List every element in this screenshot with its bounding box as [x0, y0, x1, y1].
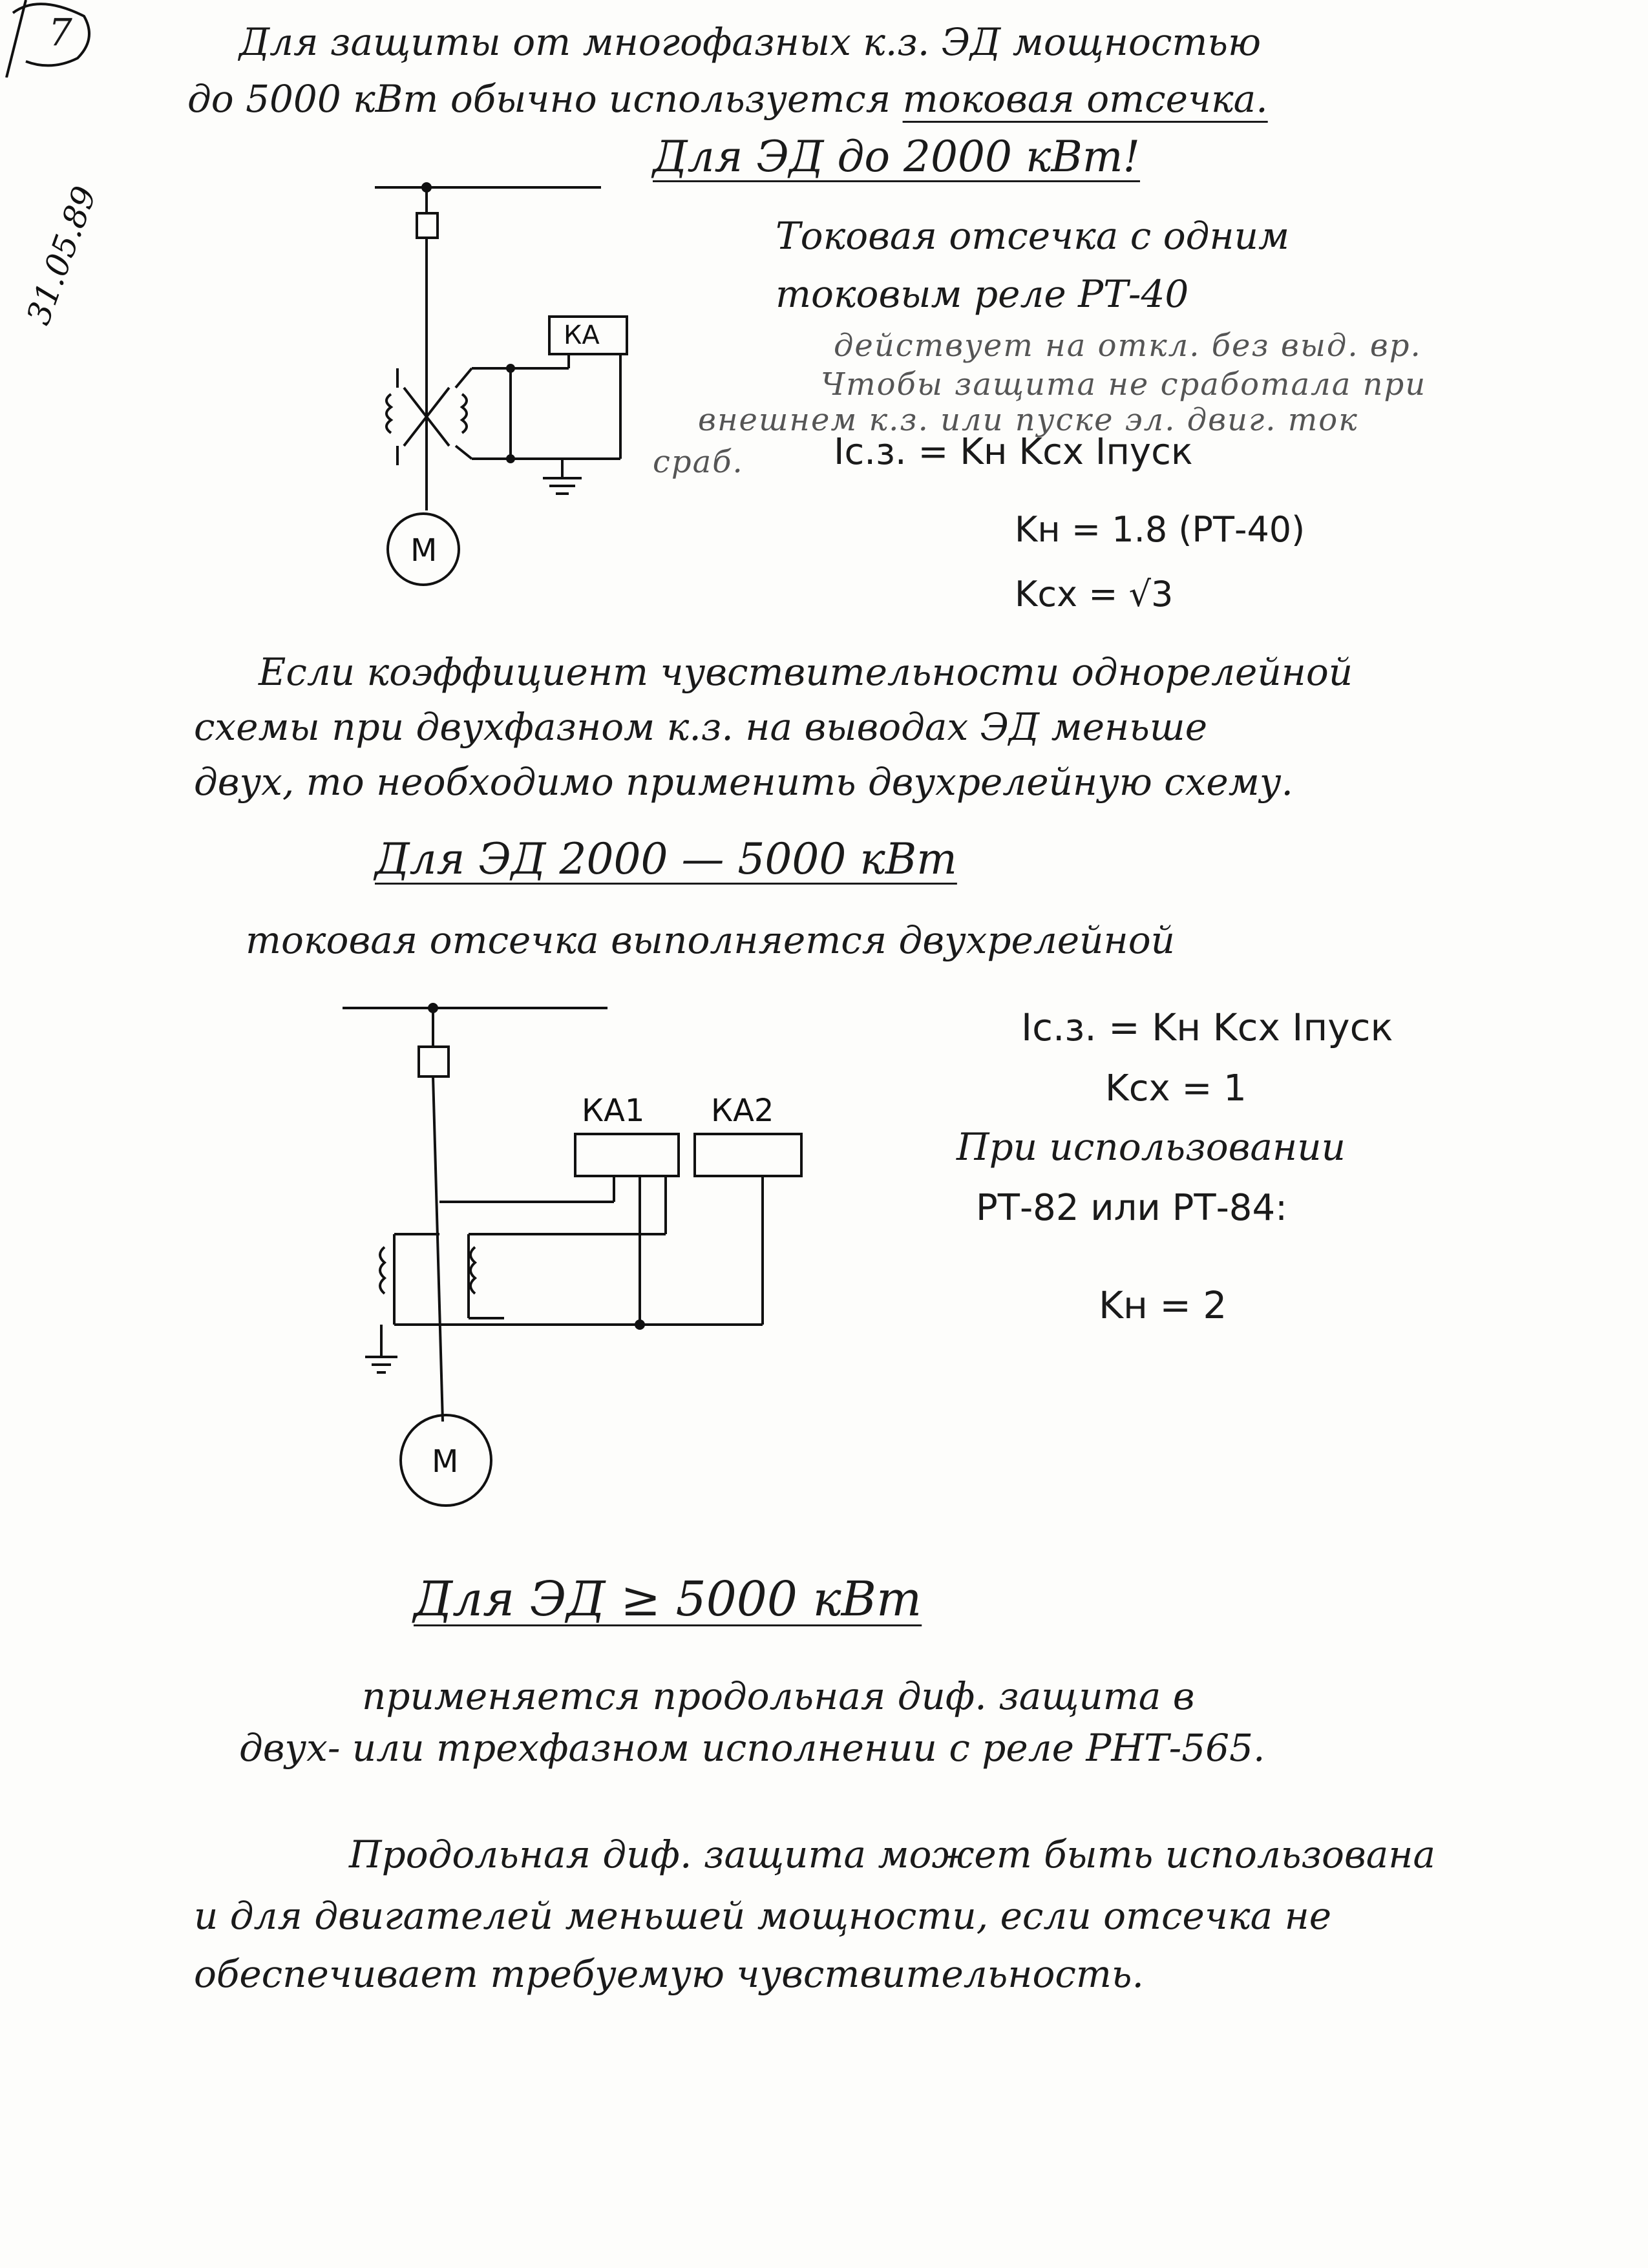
intro-line-1: Для защиты от многофазных к.з. ЭД мощностью: [239, 20, 1262, 64]
paragraph1-line-3: двух, то необходимо применить двухрелейную схему.: [194, 760, 1293, 804]
section3-line-2: двух- или трехфазном исполнении с реле РНТ-565.: [239, 1726, 1265, 1770]
motor-label-1: М: [410, 532, 438, 569]
section3-line-1: применяется продольная диф. защита в: [362, 1674, 1195, 1718]
intro-line-2: [187, 76, 1268, 121]
intro-line-2-lead: до 5000 кВт обычно используется: [187, 77, 903, 121]
intro-line-2-term: токовая отсечка.: [902, 77, 1268, 121]
motor-label-2: М: [432, 1444, 459, 1480]
section1-text-1: Токовая отсечка с одним: [776, 214, 1290, 258]
section2-note-1: При использовании: [956, 1125, 1346, 1169]
section1-srab: сраб.: [653, 444, 744, 480]
paragraph1-line-2: схемы при двухфазном к.з. на выводах ЭД меньше: [194, 705, 1208, 749]
relay-ka1-label: КА1: [582, 1093, 645, 1129]
section2-note-2: РТ-82 или РТ-84:: [976, 1187, 1287, 1229]
section2-kn: Kн = 2: [1099, 1283, 1227, 1327]
paragraph2-line-2: и для двигателей меньшей мощности, если отсечка не: [194, 1894, 1332, 1938]
relay-ka2-label: КА2: [711, 1093, 774, 1129]
relay-ka-label: КА: [564, 320, 600, 350]
section1-text-4: Чтобы защита не сработала при: [821, 366, 1427, 403]
section2-heading: Для ЭД 2000 — 5000 кВт: [375, 834, 957, 884]
paragraph2-line-1: Продольная диф. защита может быть использована: [349, 1832, 1436, 1876]
section1-kcx: Kсх = √3: [1015, 574, 1174, 614]
section1-heading: Для ЭД до 2000 кВт!: [653, 132, 1141, 182]
diagram-two-relay: [336, 989, 853, 1518]
diagram-single-relay: [349, 174, 685, 594]
page-number: 7: [48, 10, 72, 54]
section1-text-2: токовым реле РТ-40: [776, 272, 1189, 316]
section2-kcx: Kсх = 1: [1105, 1067, 1247, 1109]
section2-formula: Iс.з. = Kн Kсх Iпуск: [1021, 1005, 1393, 1049]
paragraph2-line-3: обеспечивает требуемую чувствительность.: [194, 1952, 1144, 1996]
date-stamp: 31.05.89: [19, 181, 104, 330]
paragraph1-line-1: Если коэффициент чувствительности однорелейной: [259, 650, 1353, 694]
section2-subline: токовая отсечка выполняется двухрелейной: [246, 918, 1175, 962]
section1-formula: Iс.з. = Kн Kсх Iпуск: [834, 431, 1193, 473]
section1-kn: Kн = 1.8 (РТ-40): [1015, 509, 1305, 550]
section1-text-5: внешнем к.з. или пуске эл. двиг. ток: [698, 402, 1358, 438]
section1-text-3: действует на откл. без выд. вр.: [834, 328, 1422, 364]
section3-heading: Для ЭД ≥ 5000 кВт: [414, 1571, 922, 1627]
